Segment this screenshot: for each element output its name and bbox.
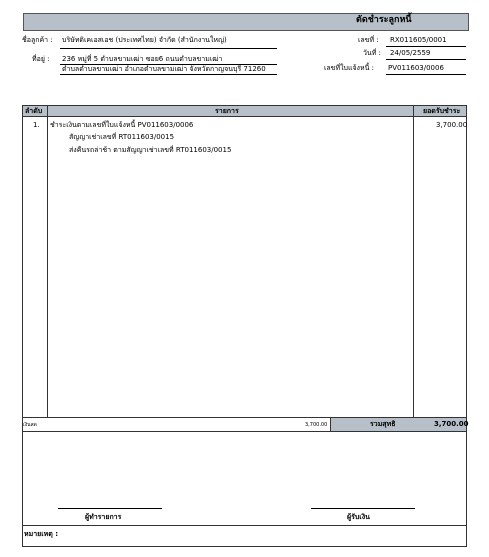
column-header-no: ลำดับ [25, 107, 43, 115]
row-description-line-2: สัญญาเช่าเลขที่ RT011603/0015 [69, 133, 175, 141]
row-description-line-3: ส่งคืนรถล่าช้า ตามสัญญาเช่าเลขที่ RT011603/0015 [69, 146, 232, 154]
column-header-amount: ยอดรับชำระ [423, 107, 461, 115]
invoice-number-underline [386, 74, 466, 75]
total-amount: 3,700.00 [434, 420, 469, 428]
total-label: รวมสุทธิ [370, 420, 396, 428]
column-divider-1 [47, 106, 48, 417]
address-line-1: 236 หมู่ที่ 5 ตำบลขามเฒ่า ซอย6 ถนนตำบลขามเฒ่า [62, 55, 223, 63]
invoice-number-label: เลขที่ใบแจ้งหนี้ : [324, 64, 374, 72]
doc-number-underline [386, 46, 466, 47]
payment-amount: 3,700.00 [305, 422, 328, 428]
signature-line-left [58, 508, 162, 509]
column-header-description: รายการ [215, 107, 239, 115]
column-divider-2 [413, 106, 414, 417]
remark-label: หมายเหตุ : [24, 530, 59, 538]
remark-box [22, 525, 467, 547]
signature-line-right [311, 508, 415, 509]
row-description-line-1: ชำระเงินตามเลขที่ใบแจ้งหนี้ PV011603/0006 [50, 121, 194, 129]
table-header-row [23, 106, 466, 117]
document-title: ตัดชำระลูกหนี้ [356, 15, 412, 25]
address-label: ที่อยู่ : [32, 55, 50, 63]
payment-method: เงินสด [23, 422, 37, 428]
customer-name-underline [60, 48, 277, 49]
signature-label-preparer: ผู้ทำรายการ [85, 513, 122, 521]
doc-date: 24/05/2559 [390, 49, 431, 57]
invoice-number: PV011603/0006 [388, 64, 444, 72]
row-amount: 3,700.00 [436, 121, 468, 129]
address-line-2: ตำบลตำบลขามเฒ่า อำเภอตำบลขามเฒ่า จังหวัดกาญจนบุรี 71260 [62, 65, 266, 73]
doc-number: RX011605/0001 [390, 36, 447, 44]
signature-label-receiver: ผู้รับเงิน [347, 513, 370, 521]
doc-number-label: เลขที่ : [358, 36, 379, 44]
row-number: 1. [33, 121, 40, 129]
customer-name-label: ชื่อลูกค้า : [22, 36, 53, 44]
signature-section [22, 431, 467, 525]
doc-date-label: วันที่ : [363, 49, 381, 57]
customer-name: บริษัทดิเคเอสเอช (ประเทศไทย) จำกัด (สำนักงานใหญ่) [62, 36, 227, 44]
doc-date-underline [386, 59, 466, 60]
address-underline-2 [60, 74, 277, 75]
